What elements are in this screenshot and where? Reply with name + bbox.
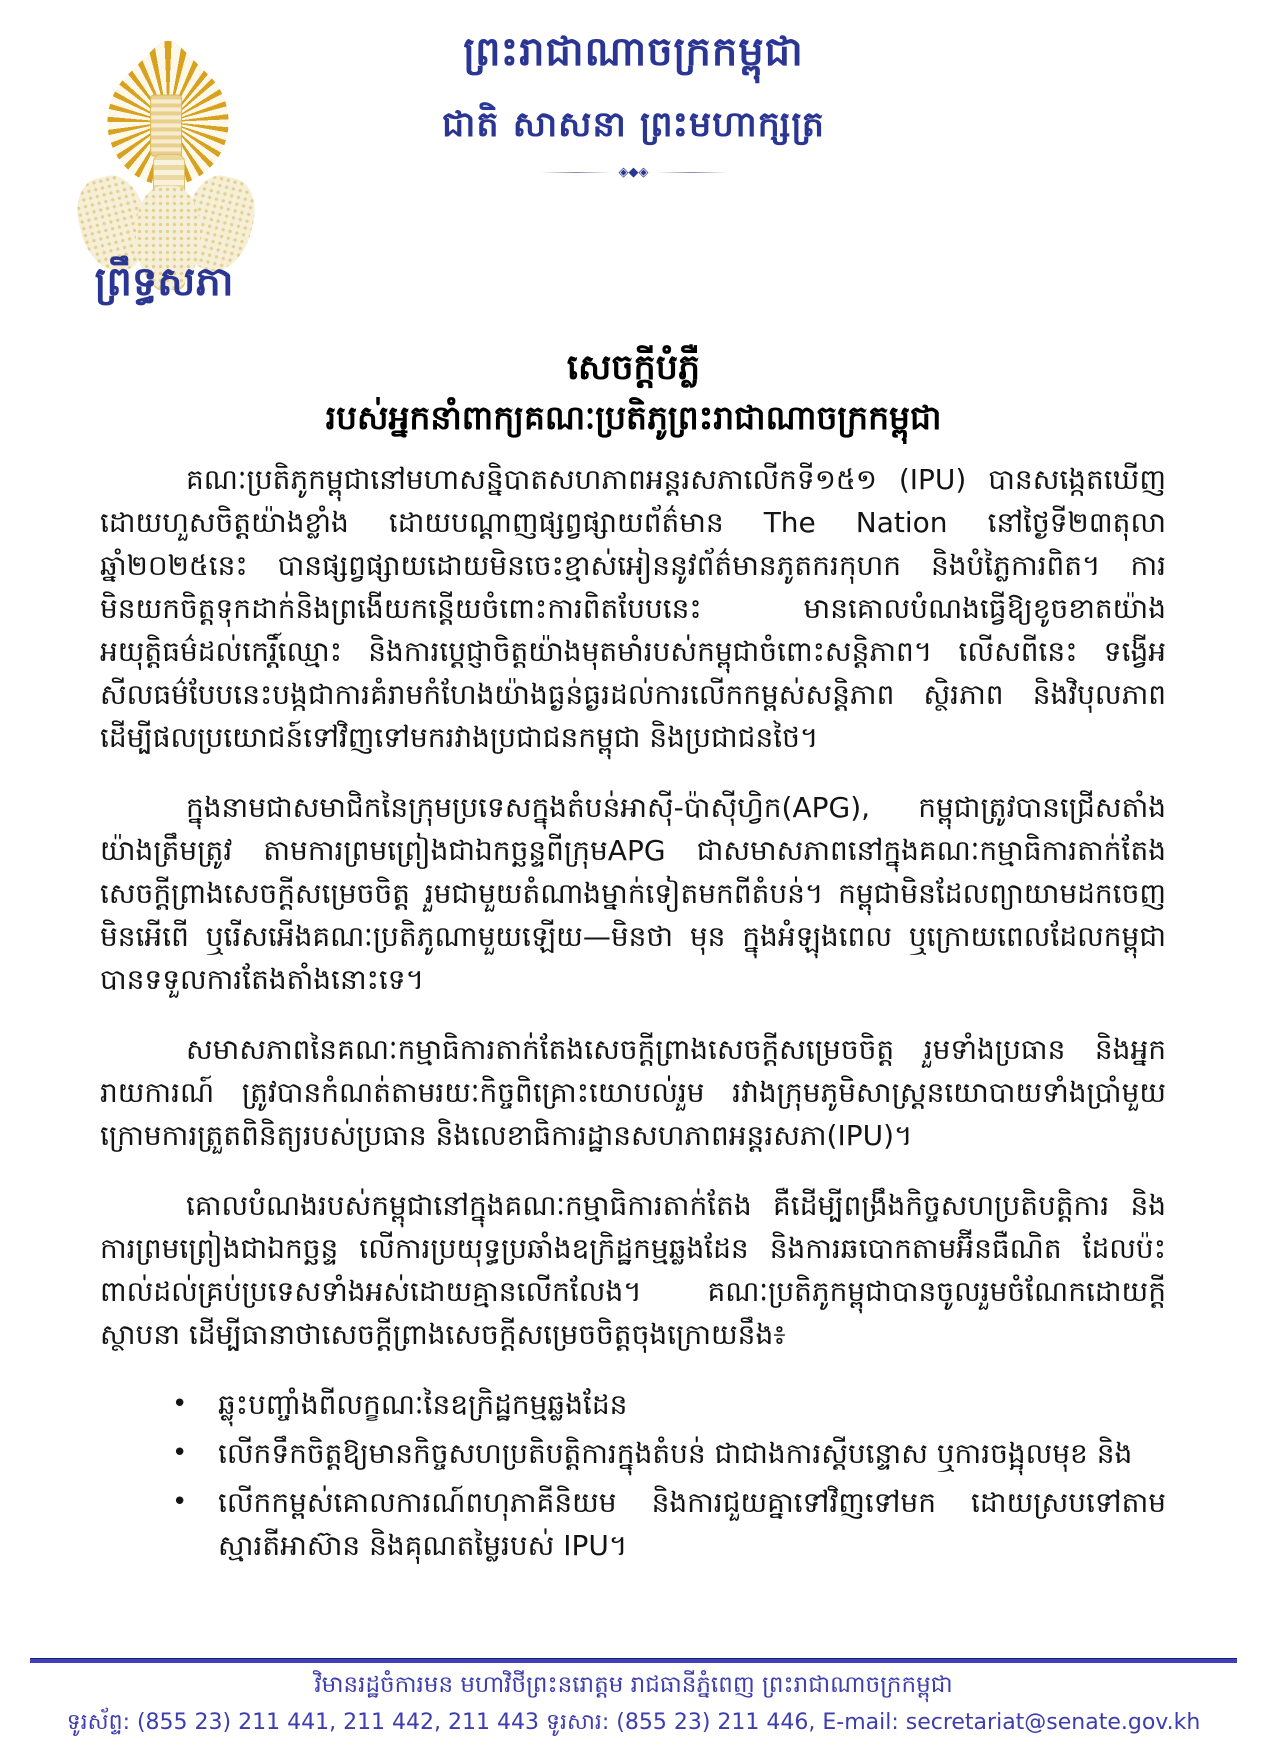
bullet-dot: • xyxy=(172,1487,188,1517)
bullet-item xyxy=(172,1481,1166,1567)
paragraph-2: ក្នុងនាមជាសមាជិកនៃក្រុមប្រទេសក្នុងតំបន់អាស៊ី-ប៉ាស៊ីហ្វិក(APG), កម្ពុជាត្រូវបានជ្រើសតាំងយ៉ាងត្រឹមត្រូវ តាមការព្រមព្រៀងជាឯកច្ឆន្ទពីក្រុមAPG ជាសមាសភាពនៅក្នុងគណៈកម្មាធិការតាក់តែងសេចក្តីព្រាងសេចក្តីសម្រេចចិត្ត រួមជាមួយតំណាងម្នាក់ទៀតមកពីតំបន់។ កម្ពុជាមិនដែលព្យាយាមដកចេញ មិនអើពើ ឬរើសអើងគណៈប្រតិភូណាមួយឡើយ—មិនថា មុន ក្នុងអំឡុងពេល ឬក្រោយពេលដែលកម្ពុជាបានទទួលការតែងតាំងនោះទេ។ xyxy=(100,791,1166,996)
bullet-dot: • xyxy=(172,1438,188,1468)
footer-rule xyxy=(30,1658,1237,1663)
ornament-line-right xyxy=(657,172,727,173)
bullet-text: លើកកម្ពស់គោលការណ៍ពហុភាគីនិយម និងការជួយគ្នាទៅវិញទៅមក ដោយស្របទៅតាមស្មារតីអាស៊ាន និងគុណតម្លៃរបស់ IPU។ xyxy=(218,1486,1166,1562)
bullet-item xyxy=(172,1432,1166,1475)
senate-label: ព្រឹទ្ធសភា xyxy=(94,259,234,305)
footer-contact: ទូរស័ព្ទ: (855 23) 211 441, 211 442, 211 443 ទូរសារ: (855 23) 211 446, E-mail: secretariat@senate.gov.kh xyxy=(66,1710,1201,1735)
document-title: សេចក្តីបំភ្លឺ xyxy=(566,348,701,388)
paragraph-1: គណៈប្រតិភូកម្ពុជានៅមហាសន្និបាតសហភាពអន្តរសភាលើកទី១៥១ (IPU) បានសង្កេតឃើញដោយហួសចិត្តយ៉ាងខ្លាំង ដោយបណ្តាញផ្សព្វផ្សាយព័ត៌មាន The Nation នៅថ្ងៃទី២៣តុលា ឆ្នាំ២០២៥នេះ បានផ្សព្វផ្សាយដោយមិនចេះខ្មាស់អៀននូវព័ត៌មានភូតករកុហក និងបំភ្លៃការពិត។ ការមិនយកចិត្តទុកដាក់និងព្រងើយកន្តើយចំពោះការពិតបែបនេះ មានគោលបំណងធ្វើឱ្យខូចខាតយ៉ាងអយុត្តិធម៌ដល់កេរ្តិ៍ឈ្មោះ និងការប្តេជ្ញាចិត្តយ៉ាងមុតមាំរបស់កម្ពុជាចំពោះសន្តិភាព។ លើសពីនេះ ទង្វើអសីលធម៌បែបនេះបង្កជាការគំរាមកំហែងយ៉ាងធ្ងន់ធ្ងរដល់ការលើកកម្ពស់សន្តិភាព ស្ថិរភាព និងវិបុលភាព ដើម្បីផលប្រយោជន៍ទៅវិញទៅមករវាងប្រជាជនកម្ពុជា និងប្រជាជនថៃ។ xyxy=(100,463,1166,754)
footer xyxy=(0,1658,1267,1740)
national-motto: ជាតិ សាសនា ព្រះមហាក្សត្រ xyxy=(442,105,825,145)
document-body xyxy=(100,458,1166,1573)
ornament-line-left xyxy=(541,172,611,173)
footer-address: វិមានរដ្ឋចំការមន មហាវិថីព្រះនរោត្តម រាជធានីភ្នំពេញ ព្រះរាជាណាចក្រកម្ពុជា xyxy=(314,1672,953,1698)
kingdom-title: ព្រះរាជាណាចក្រកម្ពុជា xyxy=(463,29,804,75)
paragraph-4: គោលបំណងរបស់កម្ពុជានៅក្នុងគណៈកម្មាធិការតាក់តែង គឺដើម្បីពង្រឹងកិច្ចសហប្រតិបត្តិការ និងការព្រមព្រៀងជាឯកច្ឆន្ទ លើការប្រយុទ្ធប្រឆាំងឧក្រិដ្ឋកម្មឆ្លងដែន និងការឆបោកតាមអ៊ីនធឺណិត ដែលប៉ះពាល់ដល់គ្រប់ប្រទេសទាំងអស់ដោយគ្មានលើកលែង។ គណៈប្រតិភូកម្ពុជាបានចូលរួមចំណែកដោយក្តីស្ថាបនា ដើម្បីធានាថាសេចក្តីព្រាងសេចក្តីសម្រេចចិត្តចុងក្រោយនឹង៖ xyxy=(100,1189,1166,1351)
ornament-icon: ◈◆◈ xyxy=(618,165,649,180)
bullet-list xyxy=(100,1383,1166,1567)
bullet-text: ឆ្លុះបញ្ចាំងពីលក្ខណៈនៃឧក្រិដ្ឋកម្មឆ្លងដែន xyxy=(218,1388,628,1421)
document-subtitle: របស់អ្នកនាំពាក្យគណៈប្រតិភូព្រះរាជាណាចក្រកម្ពុជា xyxy=(325,398,942,437)
bullet-item xyxy=(172,1383,1166,1426)
bullet-text: លើកទឹកចិត្តឱ្យមានកិច្ចសហប្រតិបត្តិការក្នុងតំបន់ ជាជាងការស្តីបន្ទោស ឬការចង្អុលមុខ និង xyxy=(218,1437,1133,1470)
paragraph-3: សមាសភាពនៃគណៈកម្មាធិការតាក់តែងសេចក្តីព្រាងសេចក្តីសម្រេចចិត្ត រួមទាំងប្រធាន និងអ្នករាយការណ៍ ត្រូវបានកំណត់តាមរយៈកិច្ចពិគ្រោះយោបល់រួម រវាងក្រុមភូមិសាស្ត្រនយោបាយទាំងប្រាំមួយ ក្រោមការត្រួតពិនិត្យរបស់ប្រធាន និងលេខាធិការដ្ឋានសហភាពអន្តរសភា(IPU)។ xyxy=(100,1033,1166,1152)
bullet-dot: • xyxy=(172,1389,188,1419)
